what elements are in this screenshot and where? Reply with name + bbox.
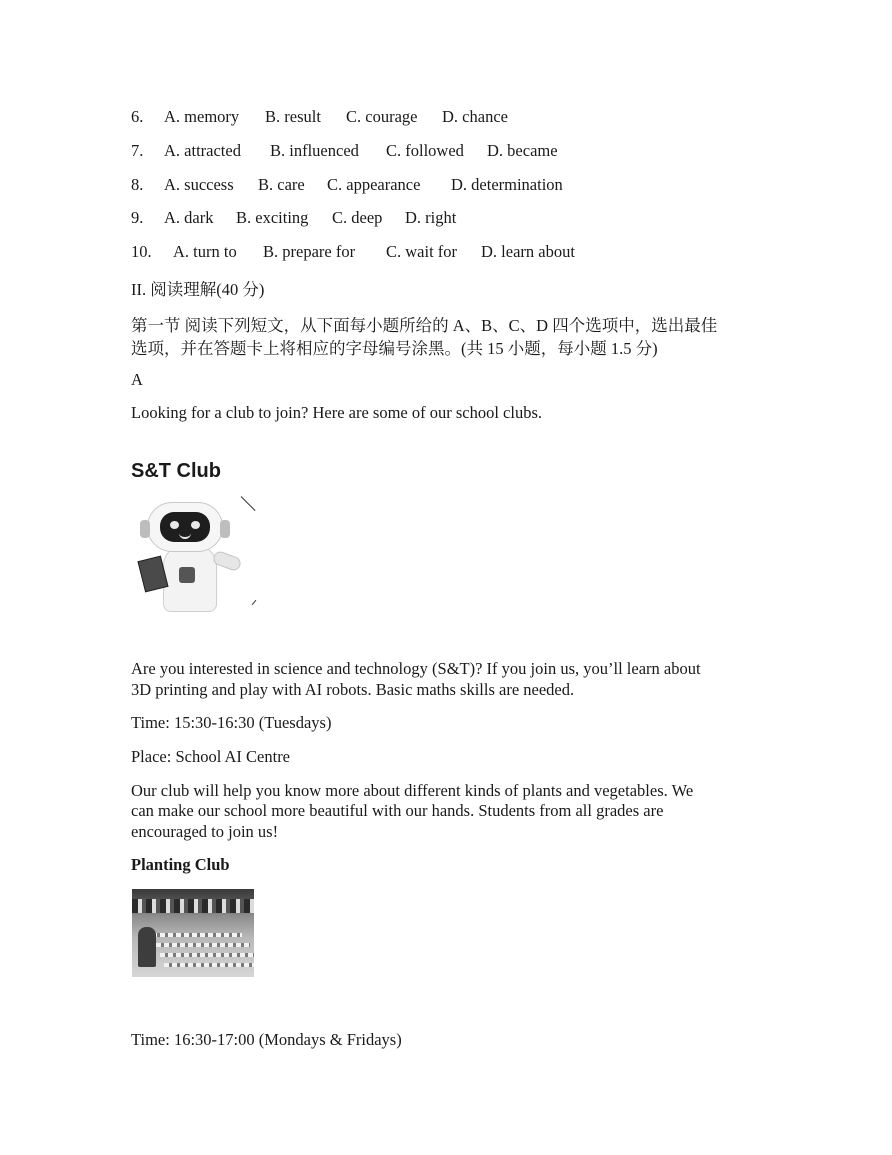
robot-ear (220, 520, 230, 538)
planting-club-photo (132, 889, 254, 977)
option-d: D. learn about (481, 242, 575, 261)
decorative-line (241, 496, 256, 511)
st-club-description-line2: 3D printing and play with AI robots. Basic maths skills are needed. (131, 680, 575, 699)
option-a: A. dark (164, 208, 214, 227)
photo-plant-row (152, 933, 242, 937)
robot-face (160, 512, 210, 542)
planting-club-description-line2: can make our school more beautiful with our hands. Students from all grades are (131, 801, 664, 820)
section-title: II. 阅读理解(40 分) (131, 280, 265, 299)
planting-club-heading: Planting Club (131, 855, 230, 874)
question-number: 9. (131, 208, 144, 227)
question-number: 7. (131, 141, 144, 160)
section-instruction-line2: 选项，并在答题卡上将相应的字母编号涂黑。(共 15 小题，每小题 1.5 分) (131, 339, 658, 358)
option-d: D. right (405, 208, 457, 227)
option-d: D. determination (451, 175, 563, 194)
option-b: B. prepare for (263, 242, 356, 261)
robot-eye (170, 521, 179, 529)
option-d: D. chance (442, 107, 508, 126)
option-b: B. influenced (270, 141, 359, 160)
passage-intro: Looking for a club to join? Here are some of our school clubs. (131, 403, 543, 422)
planting-club-description-line3: encouraged to join us! (131, 822, 279, 841)
option-a: A. memory (164, 107, 240, 126)
photo-plant-row (156, 943, 250, 947)
question-number: 6. (131, 107, 144, 126)
option-a: A. success (164, 175, 234, 194)
st-club-description-line1: Are you interested in science and technology (S&T)? If you join us, you’ll learn about (131, 659, 701, 678)
question-number: 10. (131, 242, 152, 261)
option-d: D. became (487, 141, 558, 160)
photo-plant-row (164, 963, 254, 967)
section-instruction-line1: 第一节 阅读下列短文，从下面每小题所给的 A、B、C、D 四个选项中，选出最佳 (131, 316, 718, 335)
option-b: B. exciting (236, 208, 309, 227)
option-b: B. result (265, 107, 321, 126)
option-c: C. followed (386, 141, 464, 160)
robot-body (163, 544, 217, 612)
robot-eye (191, 521, 200, 529)
robot-chest-panel (179, 567, 195, 583)
decorative-line (252, 600, 257, 605)
st-club-place: Place: School AI Centre (131, 747, 291, 766)
planting-club-time: Time: 16:30-17:00 (Mondays & Fridays) (131, 1030, 402, 1049)
option-b: B. care (258, 175, 305, 194)
st-club-heading: S&T Club (131, 460, 221, 482)
option-a: A. turn to (173, 242, 237, 261)
option-c: C. deep (332, 208, 383, 227)
robot-ear (140, 520, 150, 538)
planting-club-description-line1: Our club will help you know more about different kinds of plants and vegetables. We (131, 781, 694, 800)
passage-label: A (131, 370, 143, 389)
st-club-time: Time: 15:30-16:30 (Tuesdays) (131, 713, 332, 732)
photo-plant-row (160, 953, 254, 957)
photo-person (138, 927, 156, 967)
robot-image (131, 496, 261, 612)
option-c: C. wait for (386, 242, 458, 261)
option-c: C. courage (346, 107, 418, 126)
robot-mouth (179, 532, 191, 539)
robot-head (147, 502, 223, 552)
photo-window-strip (132, 899, 254, 913)
option-c: C. appearance (327, 175, 421, 194)
option-a: A. attracted (164, 141, 241, 160)
question-number: 8. (131, 175, 144, 194)
